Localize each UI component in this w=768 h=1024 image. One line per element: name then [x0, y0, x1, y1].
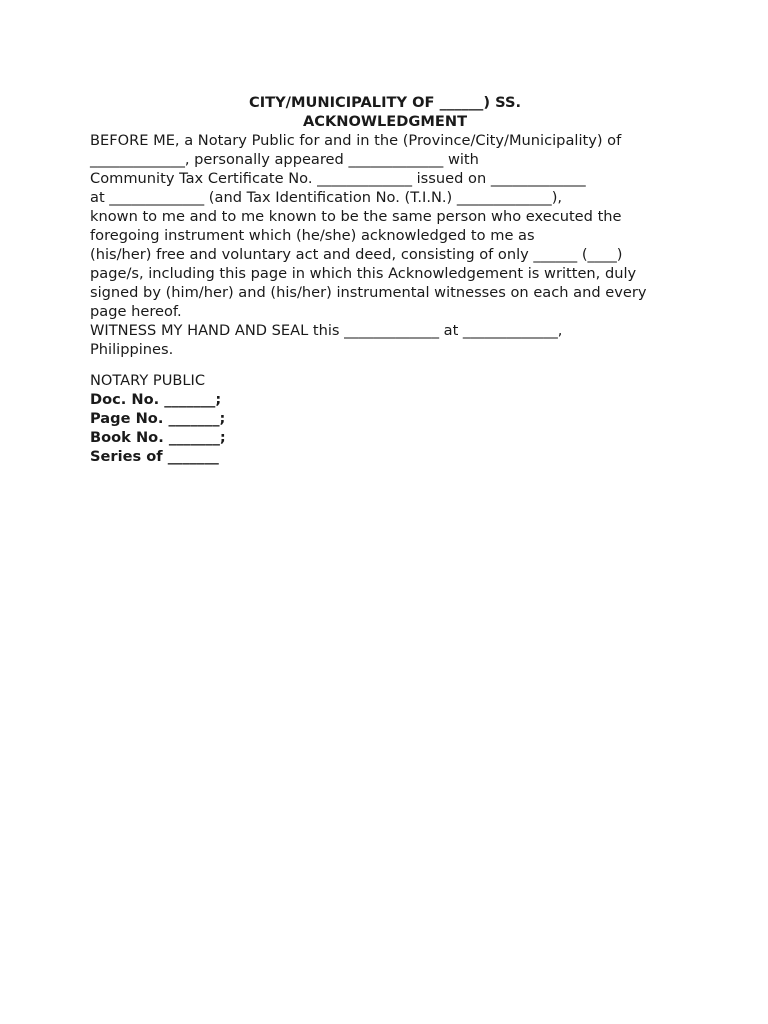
body-line: signed by (him/her) and (his/her) instrumental witnesses on each and every	[90, 284, 647, 301]
body-line: page/s, including this page in which this Acknowledgement is written, duly	[90, 265, 637, 282]
body-line: page hereof.	[90, 303, 182, 320]
body-line: Community Tax Certificate No. _____________ issued on _____________	[90, 170, 586, 187]
body-line: _____________, personally appeared _____________ with	[90, 151, 479, 168]
doc-no-field: Doc. No. _______;	[90, 391, 222, 408]
document-title: ACKNOWLEDGMENT	[302, 113, 468, 130]
body-line: BEFORE ME, a Notary Public for and in the (Province/City/Municipality) of	[90, 132, 622, 149]
body-line: WITNESS MY HAND AND SEAL this _____________ at _____________,	[90, 322, 563, 339]
document-page	[90, 93, 680, 466]
notary-public-label: NOTARY PUBLIC	[90, 372, 206, 389]
venue-heading: CITY/MUNICIPALITY OF ______) SS.	[248, 94, 522, 111]
body-line: at _____________ (and Tax Identification No. (T.I.N.) _____________),	[90, 189, 563, 206]
series-field: Series of _______	[90, 448, 219, 465]
book-no-field: Book No. _______;	[90, 429, 226, 446]
notary-block	[90, 371, 680, 466]
body-line: Philippines.	[90, 341, 174, 358]
body-line: known to me and to me known to be the same person who executed the	[90, 208, 622, 225]
page-no-field: Page No. _______;	[90, 410, 226, 427]
body-line: (his/her) free and voluntary act and deed, consisting of only ______ (____)	[90, 246, 623, 263]
section-gap	[90, 359, 680, 371]
body-line: foregoing instrument which (he/she) acknowledged to me as	[90, 227, 535, 244]
acknowledgment-body	[90, 131, 680, 359]
